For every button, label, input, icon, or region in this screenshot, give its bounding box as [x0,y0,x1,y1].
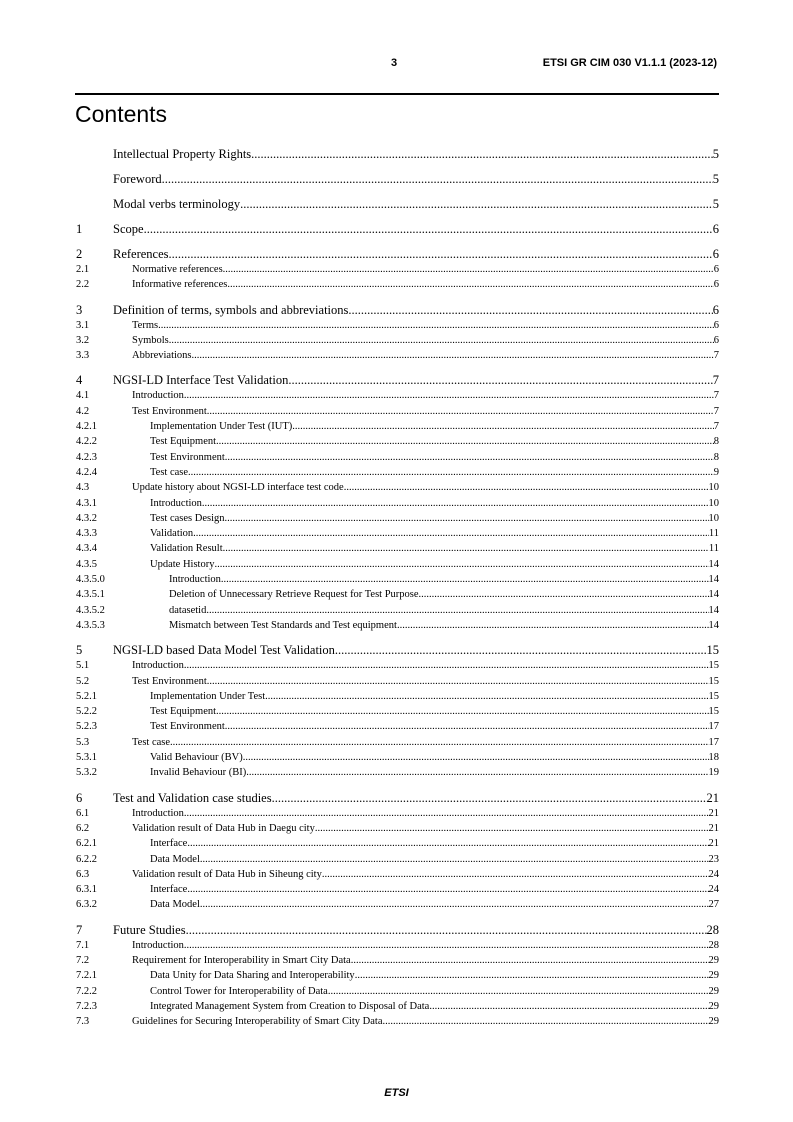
toc-entry[interactable] [76,511,719,526]
toc-dot-leader [162,172,713,187]
toc-dot-leader [214,557,708,572]
toc-entry-number: 4.2.3 [76,451,97,463]
toc-dot-leader [187,836,708,851]
toc-entry-number: 6.3 [76,868,90,880]
toc-entry[interactable] [76,984,719,999]
toc-entry[interactable] [76,806,719,821]
toc-dot-leader [328,984,709,999]
toc-entry-number: 6.3.1 [76,884,97,896]
toc-entry-page: 14 [708,604,719,616]
toc-entry[interactable] [76,852,719,867]
toc-entry-label: Introduction [132,807,184,819]
toc-entry[interactable] [76,348,719,363]
toc-entry[interactable] [76,172,719,187]
toc-entry[interactable] [76,526,719,541]
toc-entry[interactable] [76,1014,719,1029]
toc-entry-number: 5.3.1 [76,752,97,764]
toc-entry-label: Data Unity for Data Sharing and Interoperability [150,970,355,982]
footer-etsi: ETSI [384,1087,409,1099]
toc-entry-label: Validation result of Data Hub in Siheung city [132,868,322,880]
toc-entry[interactable] [76,719,719,734]
toc-entry-page: 7 [713,350,719,362]
page-number: 3 [391,57,398,69]
header-rule [75,93,719,95]
toc-dot-leader [246,765,708,780]
toc-entry[interactable] [76,419,719,434]
toc-entry-page: 7 [713,390,719,402]
toc-entry-page: 27 [708,899,719,911]
toc-entry-page: 7 [712,373,719,388]
toc-entry-number: 6 [76,790,83,805]
toc-entry-label: Guidelines for Securing Interoperability of Smart City Data [132,1016,383,1028]
toc-entry-page: 14 [708,574,719,586]
toc-entry-number: 4.3.5.3 [76,619,105,631]
toc-dot-leader [292,419,714,434]
toc-entry[interactable] [76,222,719,237]
toc-entry-number: 5.2.3 [76,721,97,733]
toc-dot-leader [184,938,709,953]
toc-dot-leader [188,465,714,480]
toc-entry-page: 29 [708,1016,719,1028]
toc-entry-page: 10 [708,497,719,509]
toc-dot-leader [335,643,707,658]
toc-entry[interactable] [76,480,719,495]
toc-entry-page: 10 [708,482,719,494]
toc-entry[interactable] [76,923,719,938]
toc-entry[interactable] [76,373,719,388]
toc-dot-leader [184,658,709,673]
toc-dot-leader [225,719,709,734]
toc-entry[interactable] [76,750,719,765]
toc-entry-label: Symbols [132,334,169,346]
toc-entry-number: 7.2.2 [76,985,97,997]
toc-entry-page: 6 [713,279,719,291]
toc-entry-page: 21 [708,838,719,850]
toc-dot-leader [225,450,714,465]
toc-entry[interactable] [76,618,719,633]
toc-entry[interactable] [76,953,719,968]
toc-entry-page: 29 [708,1000,719,1012]
toc-entry-label: Implementation Under Test (IUT) [150,421,293,433]
toc-entry-label: Mismatch between Test Standards and Test equipment [169,619,397,631]
toc-entry[interactable] [76,434,719,449]
toc-entry[interactable] [76,704,719,719]
toc-entry-page: 14 [708,589,719,601]
toc-entry-number: 2 [76,247,83,261]
toc-dot-leader [187,882,708,897]
toc-dot-leader [397,618,709,633]
toc-entry-label: Interface [150,884,188,896]
toc-entry-page: 18 [708,752,719,764]
toc-entry-number: 4.3.5.2 [76,604,105,616]
toc-entry-page: 10 [708,512,719,524]
toc-entry-label: Test Equipment [150,706,217,718]
toc-dot-leader [200,852,709,867]
toc-entry-number: 4.3.5 [76,558,97,570]
toc-entry[interactable] [76,938,719,953]
toc-entry[interactable] [76,735,719,750]
toc-entry[interactable] [76,867,719,882]
toc-dot-leader [251,147,713,162]
toc-entry[interactable] [76,197,719,212]
toc-entry-label: Interface [150,838,188,850]
toc-entry-page: 5 [712,172,719,186]
toc-dot-leader [221,572,709,587]
toc-dot-leader [240,197,713,212]
toc-entry-label: Terms [132,319,159,331]
table-of-contents [76,147,719,1029]
toc-entry-page: 8 [713,436,719,448]
toc-entry[interactable] [76,791,719,806]
toc-entry[interactable] [76,572,719,587]
toc-entry-number: 5.3 [76,736,90,748]
toc-entry-number: 4.2 [76,405,90,417]
toc-dot-leader [315,821,709,836]
toc-entry-number: 3.1 [76,319,90,331]
toc-entry[interactable] [76,318,719,333]
toc-entry-number: 4.2.2 [76,436,97,448]
toc-entry-page: 6 [712,302,719,317]
toc-entry[interactable] [76,303,719,318]
toc-entry-label: Test Equipment [150,436,217,448]
toc-dot-leader [382,1014,708,1029]
toc-entry-number: 6.2.2 [76,853,97,865]
toc-dot-leader [322,867,709,882]
toc-entry-number: 1 [76,222,83,236]
toc-dot-leader [207,404,714,419]
toc-entry[interactable] [76,277,719,292]
toc-entry-label: Normative references [132,264,223,275]
toc-entry-number: 4.3.2 [76,512,97,524]
toc-entry-label: datasetid [169,604,207,616]
toc-entry-label: Modal verbs terminology [113,197,241,211]
toc-entry-number: 4.3.5.1 [76,589,105,601]
toc-entry-label: Invalid Behaviour (BI) [150,767,247,779]
toc-entry-label: Update history about NGSI-LD interface test code [132,482,344,494]
toc-dot-leader [225,511,709,526]
toc-entry-label: Validation result of Data Hub in Daegu city [132,822,315,834]
toc-entry-number: 4.2.4 [76,466,97,478]
toc-entry-label: Foreword [113,172,162,186]
toc-entry-number: 7.3 [76,1016,90,1028]
toc-entry-label: Validation Result [150,543,223,555]
toc-entry-page: 19 [708,767,719,779]
toc-entry-number: 6.3.2 [76,899,97,911]
toc-entry-number: 6.2 [76,822,90,834]
toc-entry[interactable] [76,557,719,572]
toc-entry-number: 4.3.4 [76,543,97,555]
toc-dot-leader [144,222,713,237]
toc-entry-page: 6 [713,319,719,331]
toc-entry-label: Test Environment [132,675,207,687]
toc-entry-label: Introduction [132,390,184,402]
toc-entry-label: Future Studies [113,922,186,937]
toc-entry[interactable] [76,247,719,262]
toc-entry-page: 6 [712,222,719,236]
toc-dot-leader [184,806,709,821]
toc-entry-label: Introduction [132,939,184,951]
toc-entry-label: Deletion of Unnecessary Retrieve Request for Test Purpose [169,589,419,601]
toc-entry-label: Update History [150,558,215,570]
toc-entry-page: 9 [713,466,719,478]
toc-entry-label: Test Environment [150,451,225,463]
toc-entry[interactable] [76,836,719,851]
toc-entry-page: 15 [708,706,719,718]
toc-entry-label: Introduction [150,497,202,509]
toc-entry-page: 6 [713,334,719,346]
toc-dot-leader [169,247,713,262]
toc-entry-page: 29 [708,954,719,966]
toc-entry-page: 5 [712,197,719,211]
toc-entry[interactable] [76,821,719,836]
toc-entry-number: 7.1 [76,939,90,951]
toc-entry-label: Informative references [132,279,228,291]
toc-dot-leader [344,480,709,495]
toc-dot-leader [186,923,707,938]
toc-entry-label: Validation [150,528,194,540]
toc-entry-number: 6.1 [76,807,90,819]
toc-dot-leader [206,603,708,618]
toc-entry[interactable] [76,882,719,897]
toc-entry-page: 21 [706,790,719,805]
toc-entry[interactable] [76,999,719,1014]
toc-entry-label: Intellectual Property Rights [113,147,252,161]
toc-entry-label: Data Model [150,853,200,865]
toc-entry[interactable] [76,388,719,403]
toc-entry[interactable] [76,404,719,419]
toc-entry[interactable] [76,147,719,162]
toc-dot-leader [348,303,712,318]
toc-entry-number: 5.1 [76,660,90,672]
toc-entry-page: 29 [708,970,719,982]
toc-entry-number: 3.2 [76,334,90,346]
toc-entry-page: 15 [708,690,719,702]
toc-entry-page: 15 [708,675,719,687]
toc-dot-leader [265,689,708,704]
toc-entry-page: 24 [708,884,719,896]
toc-entry-page: 21 [708,822,719,834]
toc-entry[interactable] [76,658,719,673]
toc-entry-number: 5.3.2 [76,767,97,779]
toc-entry-label: Scope [113,222,144,236]
toc-entry-number: 2.1 [76,264,90,275]
toc-entry[interactable] [76,603,719,618]
toc-entry-page: 8 [713,451,719,463]
toc-entry-label: NGSI-LD based Data Model Test Validation [113,643,335,658]
toc-entry-page: 11 [708,543,719,555]
toc-entry-page: 29 [708,985,719,997]
toc-entry-label: Test and Validation case studies [113,790,272,805]
toc-entry[interactable] [76,765,719,780]
toc-entry[interactable] [76,587,719,602]
toc-entry[interactable] [76,262,719,277]
toc-entry-number: 2.2 [76,279,90,291]
toc-dot-leader [202,496,709,511]
toc-entry-number: 5.2.1 [76,690,97,702]
toc-dot-leader [419,587,709,602]
toc-dot-leader [429,999,708,1014]
toc-entry[interactable] [76,897,719,912]
toc-entry[interactable] [76,968,719,983]
toc-entry-number: 4 [76,373,83,388]
toc-entry[interactable] [76,496,719,511]
toc-dot-leader [223,541,709,556]
toc-entry-page: 21 [708,807,719,819]
toc-entry-page: 14 [708,619,719,631]
toc-dot-leader [200,897,709,912]
toc-entry-number: 4.3 [76,482,90,494]
toc-entry[interactable] [76,689,719,704]
toc-dot-leader [351,953,709,968]
toc-entry[interactable] [76,465,719,480]
toc-entry-page: 28 [706,922,719,937]
toc-entry-label: Test Environment [150,721,225,733]
toc-dot-leader [223,262,714,277]
toc-entry-label: Requirement for Interoperability in Smart City Data [132,954,351,966]
toc-entry-number: 5.2 [76,675,90,687]
toc-entry-number: 4.2.1 [76,421,97,433]
toc-entry-page: 14 [708,558,719,570]
toc-entry-page: 6 [713,264,719,275]
toc-entry-page: 17 [708,721,719,733]
toc-entry-label: Test Environment [132,405,207,417]
toc-entry-number: 5.2.2 [76,706,97,718]
toc-entry-label: Abbreviations [132,350,192,362]
toc-dot-leader [170,735,708,750]
toc-entry-label: NGSI-LD Interface Test Validation [113,373,289,388]
toc-entry-label: Test cases Design [150,512,225,524]
toc-entry-page: 24 [708,868,719,880]
toc-dot-leader [169,333,714,348]
toc-dot-leader [184,388,714,403]
toc-entry-number: 4.1 [76,390,90,402]
toc-entry-page: 11 [708,528,719,540]
toc-entry-label: Test case [132,736,171,748]
toc-dot-leader [216,434,714,449]
toc-entry-page: 7 [713,405,719,417]
toc-entry[interactable] [76,674,719,689]
toc-entry-number: 7.2.1 [76,970,97,982]
toc-entry-number: 4.3.1 [76,497,97,509]
toc-dot-leader [272,791,707,806]
toc-entry[interactable] [76,333,719,348]
toc-entry-page: 28 [708,939,719,951]
toc-entry[interactable] [76,450,719,465]
toc-entry-number: 3 [76,302,83,317]
toc-entry[interactable] [76,541,719,556]
toc-entry-label: References [113,247,169,261]
toc-entry-number: 7 [76,922,83,937]
toc-entry-label: Implementation Under Test [150,690,266,702]
toc-dot-leader [355,968,709,983]
toc-entry-label: Test case [150,466,189,478]
page-title: Contents [75,101,168,127]
toc-entry-label: Introduction [132,660,184,672]
toc-dot-leader [193,526,709,541]
toc-entry-label: Introduction [169,574,221,586]
toc-entry-page: 15 [708,660,719,672]
toc-entry-label: Data Model [150,899,200,911]
toc-dot-leader [192,348,714,363]
toc-dot-leader [227,277,713,292]
toc-entry-label: Valid Behaviour (BV) [150,752,243,764]
toc-entry-page: 6 [712,247,719,261]
toc-entry-label: Integrated Management System from Creation to Disposal of Data [150,1000,430,1012]
toc-entry-number: 3.3 [76,350,90,362]
toc-entry-page: 17 [708,736,719,748]
toc-entry-page: 15 [706,643,719,658]
toc-entry-page: 23 [708,853,719,865]
toc-entry-number: 4.3.5.0 [76,574,105,586]
toc-entry-page: 5 [712,147,719,161]
toc-entry-number: 5 [76,643,83,658]
toc-dot-leader [216,704,708,719]
document-id: ETSI GR CIM 030 V1.1.1 (2023-12) [542,57,717,69]
toc-entry-page: 7 [713,421,719,433]
toc-entry-label: Definition of terms, symbols and abbreviations [113,302,349,317]
toc-entry-label: Control Tower for Interoperability of Data [150,985,328,997]
toc-entry-number: 4.3.3 [76,528,97,540]
toc-dot-leader [243,750,709,765]
toc-dot-leader [158,318,714,333]
toc-entry-number: 7.2.3 [76,1000,97,1012]
toc-dot-leader [207,674,709,689]
toc-entry-number: 6.2.1 [76,838,97,850]
toc-entry[interactable] [76,643,719,658]
toc-dot-leader [288,373,712,388]
toc-entry-number: 7.2 [76,954,90,966]
